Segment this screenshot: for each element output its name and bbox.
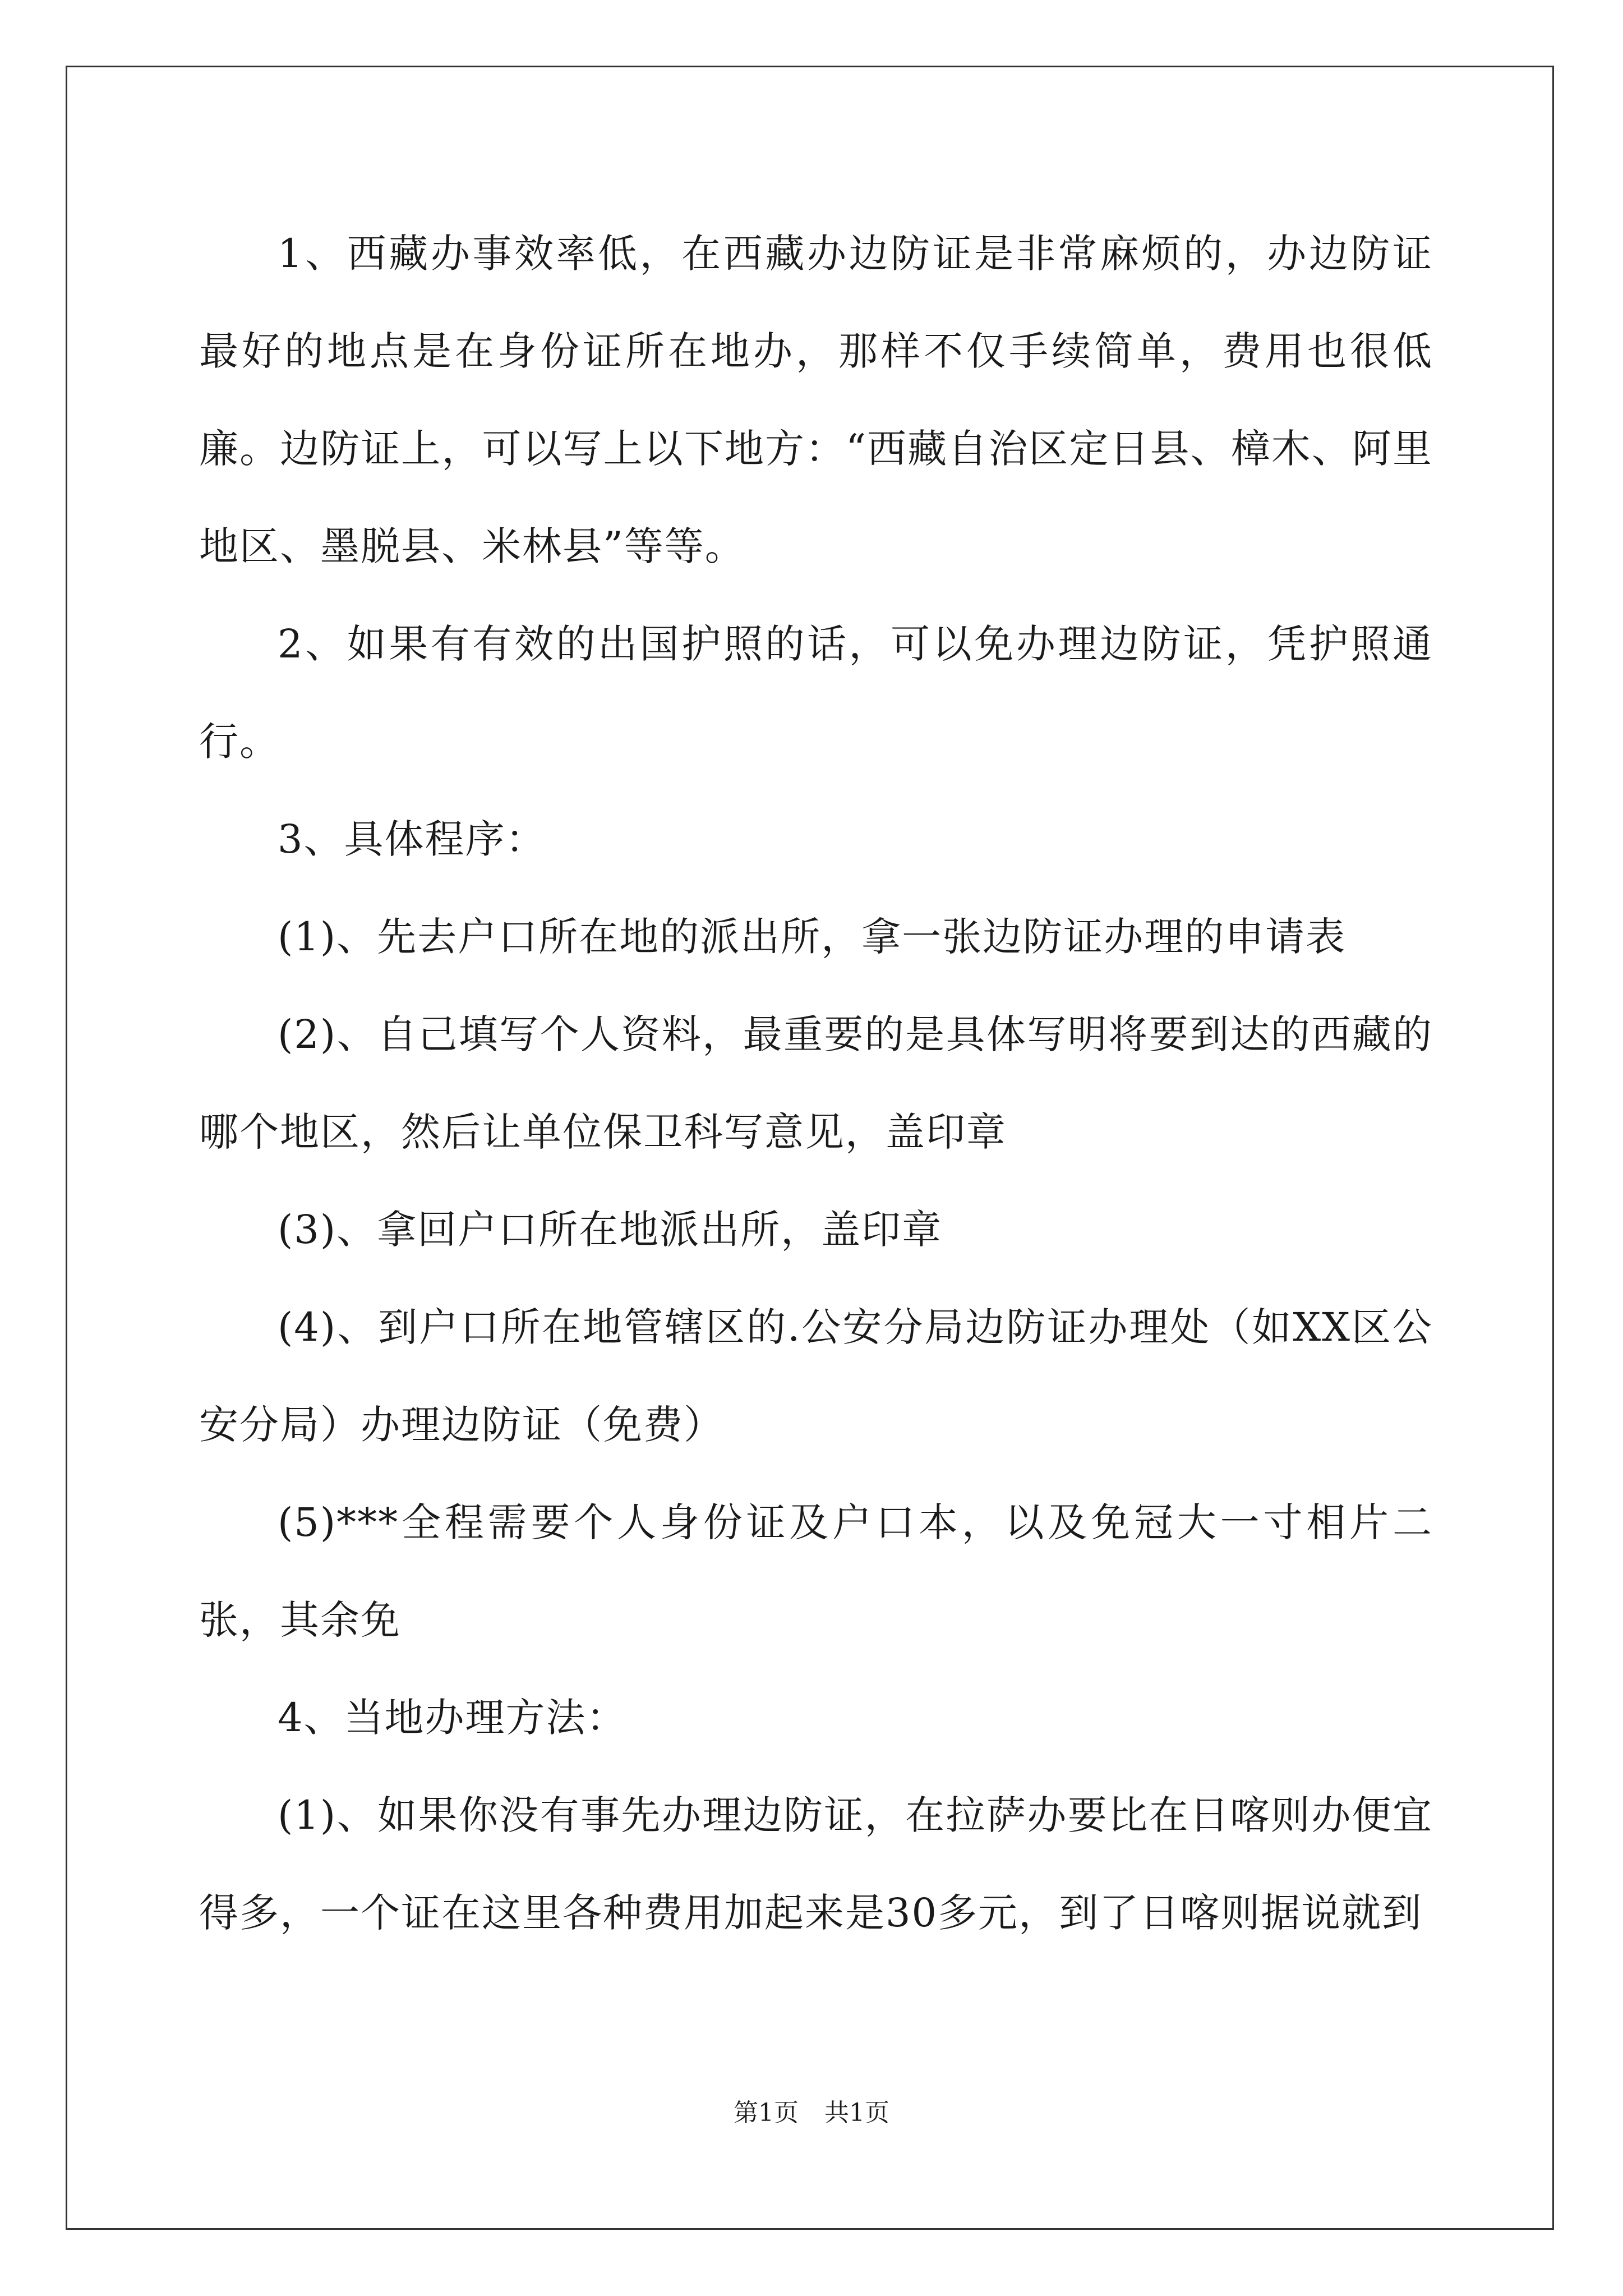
paragraph: 1、西藏办事效率低，在西藏办边防证是非常麻烦的，办边防证最好的地点是在身份证所在地办，那样不仅手续简单，费用也很低廉。边防证上，可以写上以下地方：“西藏自治区定日县、樟木、阿里地区、墨脱县、米林县”等等。 bbox=[199, 231, 1433, 569]
paragraph: (2)、自己填写个人资料，最重要的是具体写明将要到达的西藏的哪个地区，然后让单位保卫科写意见，盖印章 bbox=[199, 1011, 1433, 1155]
paragraph: (3)、拿回户口所在地派出所，盖印章 bbox=[278, 1207, 943, 1253]
page-number: 第1页 bbox=[734, 2099, 799, 2127]
paragraph: (1)、先去户口所在地的派出所，拿一张边防证办理的申请表 bbox=[278, 914, 1347, 960]
paragraph: 2、如果有有效的出国护照的话，可以免办理边防证，凭护照通行。 bbox=[199, 621, 1433, 765]
paragraph: (1)、如果你没有事先办理边防证，在拉萨办要比在日喀则办便宜得多，一个证在这里各种费用加起来是30多元，到了日喀则据说就到 bbox=[199, 1792, 1433, 1936]
paragraph: 3、具体程序： bbox=[278, 816, 546, 862]
paragraph: 4、当地办理方法： bbox=[278, 1695, 627, 1741]
page-total: 共1页 bbox=[824, 2099, 889, 2127]
page-footer bbox=[0, 2092, 1623, 2128]
document-body bbox=[199, 205, 1433, 1962]
paragraph: (5)***全程需要个人身份证及户口本，以及免冠大一寸相片二张，其余免 bbox=[199, 1499, 1433, 1643]
paragraph: (4)、到户口所在地管辖区的.公安分局边防证办理处（如XX区公安分局）办理边防证（免费） bbox=[199, 1304, 1433, 1448]
